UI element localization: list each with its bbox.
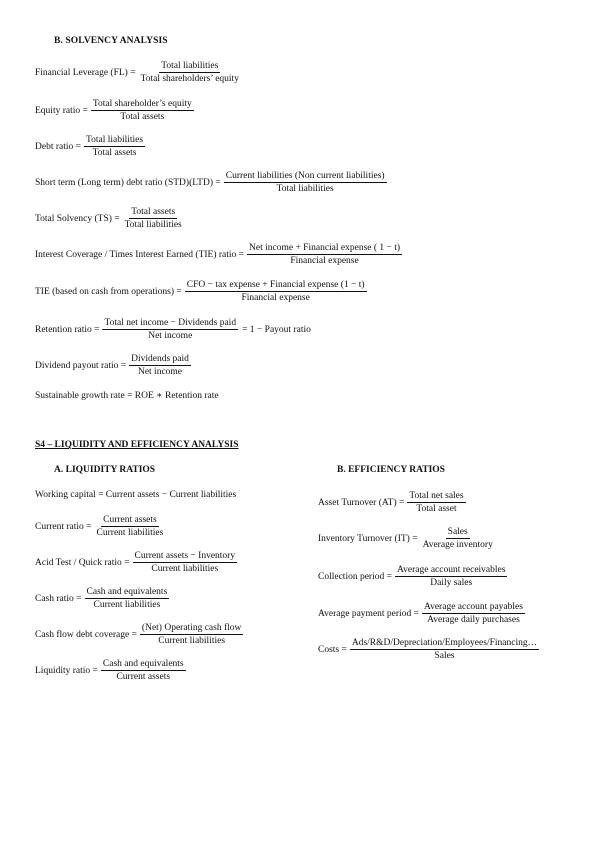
denominator: Total shareholders’ equity: [140, 74, 239, 84]
numerator: Cash and equivalents: [102, 659, 184, 669]
formula-label: Dividend payout ratio =: [35, 360, 127, 371]
numerator: Net income + Financial expense ( 1 − t): [249, 243, 401, 253]
fraction: [395, 564, 507, 589]
formula-current-ratio: [35, 514, 165, 539]
formula-label: Average payment period =: [318, 608, 419, 619]
numerator: Cash and equivalents: [86, 587, 168, 597]
fraction: [133, 550, 238, 575]
formula-costs: [318, 637, 539, 662]
numerator: (Net) Operating cash flow: [141, 623, 242, 633]
liquidity-heading: A. LIQUIDITY RATIOS: [54, 465, 156, 475]
fraction: [123, 206, 184, 231]
fraction: [350, 637, 539, 662]
formula-label: Short term (Long term) debt ratio (STD)(LTD) =: [35, 177, 221, 188]
denominator: Current liabilities: [93, 600, 161, 610]
formula-label: Liquidity ratio =: [35, 665, 98, 676]
numerator: Total liabilities: [85, 135, 144, 145]
fraction: [95, 514, 166, 539]
numerator: Total net sales: [409, 491, 464, 501]
numerator: Average account payables: [423, 602, 523, 612]
formula-retention-ratio: [35, 317, 311, 342]
denominator: Average inventory: [422, 540, 493, 550]
formula-label: Asset Turnover (AT) =: [318, 497, 405, 508]
formula-liquidity-ratio: [35, 658, 186, 683]
numerator: Current assets − Inventory: [134, 551, 236, 561]
fraction: [421, 526, 495, 551]
fraction: [185, 279, 367, 304]
formula-label: Interest Coverage / Times Interest Earned (TIE) ratio =: [35, 249, 245, 260]
formula-average-payment-period: [318, 601, 525, 626]
formula-label: Costs =: [318, 644, 347, 655]
fraction: [140, 622, 243, 647]
formula-label: Acid Test / Quick ratio =: [35, 557, 130, 568]
formula-label: Cash flow debt coverage =: [35, 629, 137, 640]
formula-working-capital: Working capital = Current assets − Current liabilities: [35, 490, 237, 500]
denominator: Current liabilities: [151, 564, 219, 574]
fraction: [129, 353, 191, 378]
denominator: Total liabilities: [276, 184, 334, 194]
numerator: Total liabilities: [161, 61, 219, 71]
fraction: [247, 242, 402, 267]
denominator: Total assets: [92, 148, 137, 158]
formula-label: Total Solvency (TS) =: [35, 213, 120, 224]
denominator: Total assets: [120, 112, 165, 122]
denominator: Current assets: [116, 672, 171, 682]
formula-financial-leverage: [35, 60, 241, 85]
fraction: [102, 317, 238, 342]
formula-dividend-payout: [35, 353, 191, 378]
formula-label: Financial Leverage (FL) =: [35, 67, 136, 78]
formula-total-solvency: [35, 206, 184, 231]
fraction: [85, 586, 170, 611]
fraction: [224, 170, 387, 195]
formula-label: Inventory Turnover (IT) =: [318, 533, 418, 544]
formula-inventory-turnover: [318, 526, 495, 551]
denominator: Sales: [434, 651, 455, 661]
formula-debt-ratio: [35, 134, 145, 159]
denominator: Total liabilities: [124, 220, 182, 230]
formula-tie-cash: [35, 279, 367, 304]
fraction: [84, 134, 145, 159]
denominator: Daily sales: [430, 578, 473, 588]
solvency-heading: B. SOLVENCY ANALYSIS: [54, 36, 168, 46]
formula-short-long-term-debt: [35, 170, 387, 195]
efficiency-heading: B. EFFICIENCY RATIOS: [337, 465, 445, 475]
numerator: Ads/R&D/Depreciation/Employees/Financing…: [351, 638, 538, 648]
formula-collection-period: [318, 564, 507, 589]
formula-label: Debt ratio =: [35, 141, 81, 152]
fraction: [139, 60, 241, 85]
formula-label: Cash ratio =: [35, 593, 82, 604]
formula-asset-turnover: [318, 490, 466, 515]
denominator: Net income: [148, 331, 193, 341]
denominator: Financial expense: [241, 293, 310, 303]
fraction: [91, 98, 194, 123]
denominator: Current liabilities: [96, 528, 164, 538]
formula-equity-ratio: [35, 98, 194, 123]
fraction: [422, 601, 525, 626]
numerator: Total assets: [131, 207, 176, 217]
denominator: Net income: [137, 367, 183, 377]
fraction: [407, 490, 465, 515]
numerator: Dividends paid: [131, 354, 189, 364]
numerator: Current liabilities (Non current liabilities): [225, 171, 385, 181]
numerator: Current assets: [103, 515, 157, 525]
formula-label: Equity ratio =: [35, 105, 88, 116]
denominator: Average daily purchases: [427, 615, 520, 625]
denominator: Total asset: [416, 504, 457, 514]
formula-acid-test: [35, 550, 237, 575]
numerator: Sales: [447, 527, 468, 537]
formula-suffix: = 1 − Payout ratio: [242, 324, 311, 335]
formula-label: Retention ratio =: [35, 324, 100, 335]
numerator: CFO − tax expense + Financial expense (1 − t): [186, 280, 365, 290]
s4-heading: S4 – LIQUIDITY AND EFFICIENCY ANALYSIS: [35, 440, 239, 450]
numerator: Average account receivables: [396, 565, 506, 575]
formula-cash-ratio: [35, 586, 169, 611]
formula-cash-flow-debt-coverage: [35, 622, 243, 647]
formula-tie-ratio: [35, 242, 402, 267]
denominator: Current liabilities: [158, 636, 226, 646]
numerator: Total shareholder’s equity: [92, 99, 192, 109]
formula-sustainable-growth: Sustainable growth rate = ROE ∗ Retention rate: [35, 391, 219, 401]
numerator: Total net income − Dividends paid: [104, 318, 237, 328]
fraction: [101, 658, 186, 683]
formula-label: TIE (based on cash from operations) =: [35, 286, 182, 297]
formula-label: Collection period =: [318, 571, 392, 582]
denominator: Financial expense: [290, 256, 359, 266]
formula-label: Current ratio =: [35, 521, 92, 532]
